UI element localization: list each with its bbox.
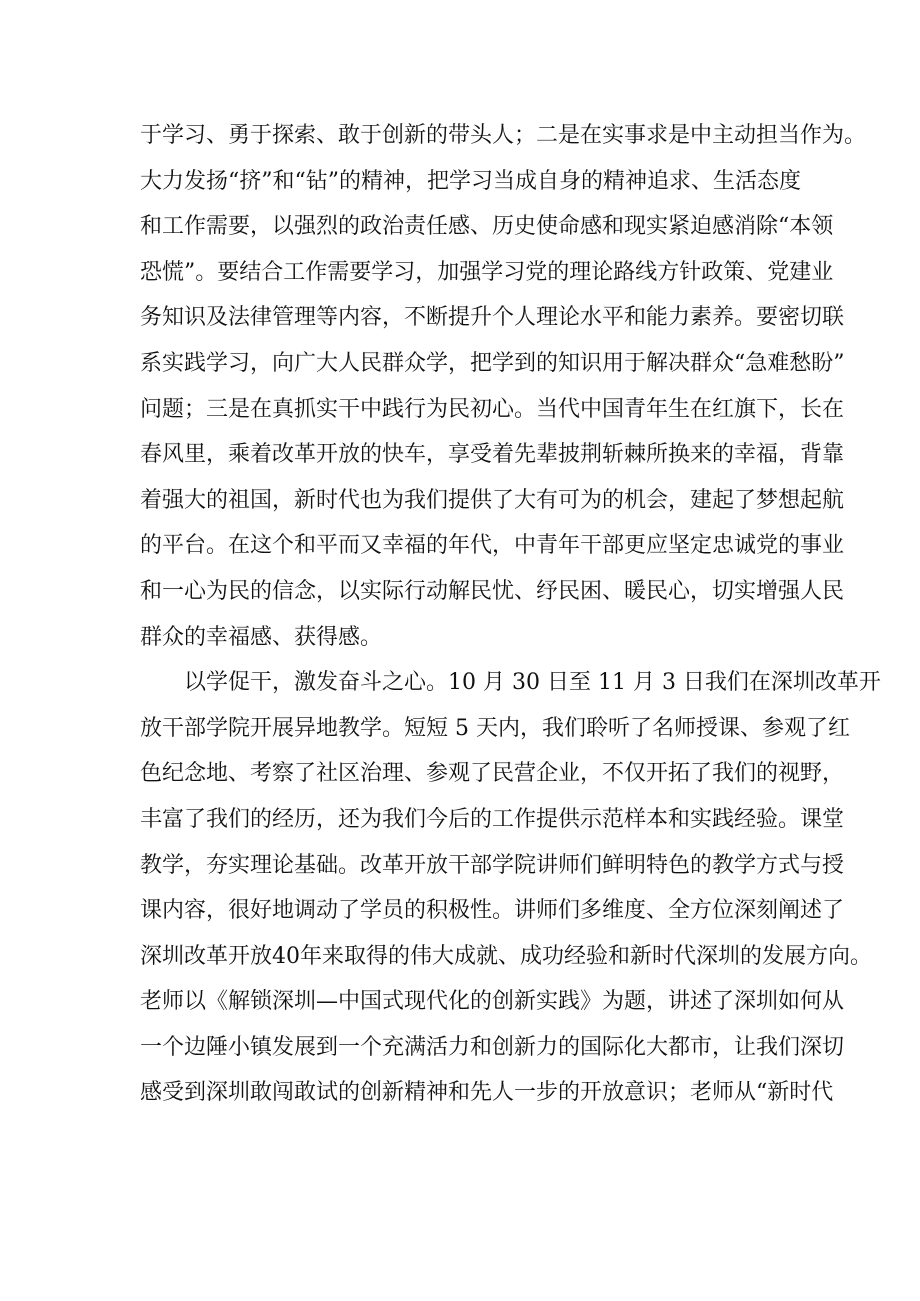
text-line: 以学促干，激发奋斗之心。10 月 30 日至 11 月 3 日我们在深圳改革开 — [184, 670, 881, 696]
text-line: 务知识及法律管理等内容，不断提升个人理论水平和能力素养。要密切联 — [140, 305, 845, 331]
text-line: 的平台。在这个和平而又幸福的年代，中青年干部更应坚定忠诚党的事业 — [140, 533, 845, 559]
body-text — [140, 113, 881, 1116]
text-line: 于学习、勇于探索、敢于创新的带头人；二是在实事求是中主动担当作为。 — [140, 123, 867, 148]
text-line: 深圳改革开放40年来取得的伟大成就、成功经验和新时代深圳的发展方向。 — [140, 943, 872, 969]
paragraph-1 — [140, 113, 867, 660]
text-line: 和工作需要，以强烈的政治责任感、历史使命感和现实紧迫感消除“本领 — [140, 214, 834, 240]
text-line: 着强大的祖国，新时代也为我们提供了大有可为的机会，建起了梦想起航 — [140, 487, 845, 513]
text-line: 一个边陲小镇发展到一个充满活力和创新力的国际化大都市，让我们深切 — [140, 1034, 845, 1060]
text-line: 春风里，乘着改革开放的快车，享受着先辈披荆斩棘所换来的幸福，背靠 — [140, 442, 845, 468]
text-line: 放干部学院开展异地教学。短短 5 天内，我们聆听了名师授课、参观了红 — [140, 715, 850, 741]
text-line: 老师以《解锁深圳—中国式现代化的创新实践》为题，讲述了深圳如何从 — [140, 989, 845, 1015]
text-line: 色纪念地、考察了社区治理、参观了民营企业，不仅开拓了我们的视野， — [140, 761, 845, 787]
text-line: 课内容，很好地调动了学员的积极性。讲师们多维度、全方位深刻阐述了 — [140, 898, 845, 924]
text-line: 和一心为民的信念，以实际行动解民忧、纾民困、暖民心，切实增强人民 — [140, 578, 845, 604]
text-line: 教学，夯实理论基础。改革开放干部学院讲师们鲜明特色的教学方式与授 — [140, 852, 845, 878]
text-line: 大力发扬“挤”和“钻”的精神，把学习当成自身的精神追求、生活态度 — [140, 168, 801, 194]
text-line: 恐慌”。要结合工作需要学习，加强学习党的理论路线方针政策、党建业 — [140, 259, 834, 285]
text-line: 感受到深圳敢闯敢试的创新精神和先人一步的开放意识；老师从“新时代 — [140, 1080, 834, 1106]
text-line: 系实践学习，向广大人民群众学，把学到的知识用于解决群众“急难愁盼” — [140, 350, 845, 376]
text-line: 问题；三是在真抓实干中践行为民初心。当代中国青年生在红旗下，长在 — [140, 396, 845, 422]
paragraph-2 — [140, 660, 881, 1116]
text-line: 丰富了我们的经历，还为我们今后的工作提供示范样本和实践经验。课堂 — [140, 806, 845, 832]
text-line: 群众的幸福感、获得感。 — [140, 624, 383, 650]
